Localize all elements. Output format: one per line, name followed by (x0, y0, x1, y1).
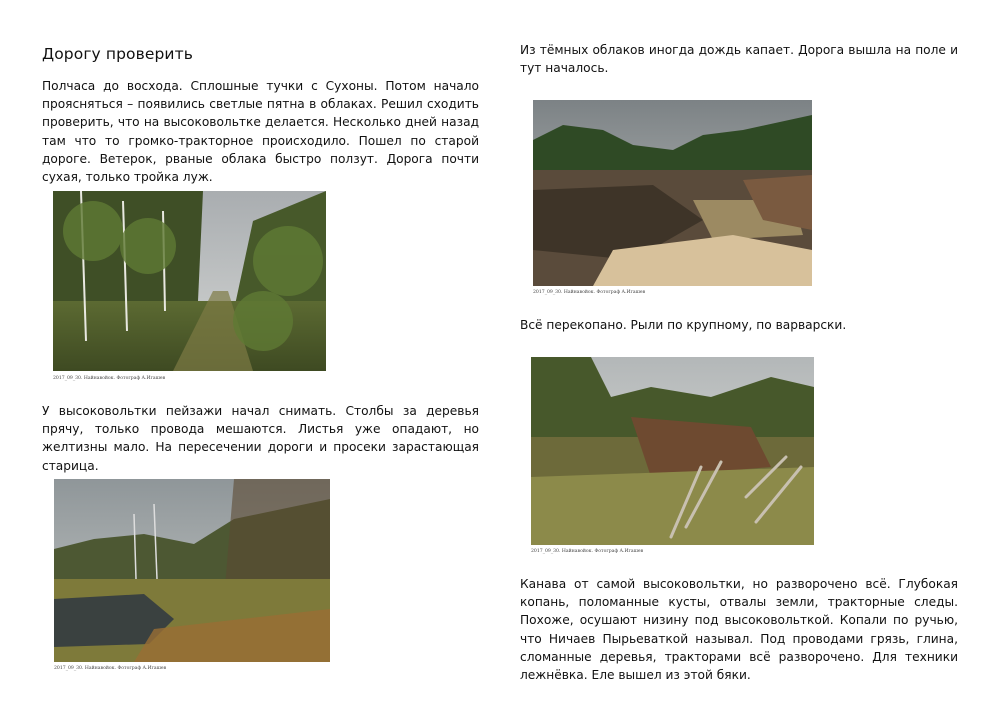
photo-broken-trees-caption: 2017_09_30. Найнавойок. Фотограф А.Игашев (531, 549, 644, 554)
photo-dug-field (533, 100, 812, 286)
page-title: Дорогу проверить (42, 45, 193, 63)
photo-broken-trees (531, 357, 814, 545)
paragraph-dug: Всё перекопано. Рыли по крупному, по варварски. (520, 318, 847, 332)
paragraph-intro: Полчаса до восхода. Сплошные тучки с Сухоны. Потом начало проясняться – появились светлые пятна в облаках. Решил сходить проверить, что на высоковольтке делается. Несколько дней назад там что то громко-тракторное происходило. Пошел по старой дороге. Ветерок, рваные облака быстро ползут. Дорога почти сухая, только тройка луж. (42, 79, 479, 185)
paragraph-powerline: У высоковольтки пейзажи начал снимать. Столбы за деревья прячу, только провода мешаются. Листья уже опадают, но желтизны мало. На пересечении дороги и просеки зарастающая старица. (42, 404, 479, 473)
paragraph-ditch: Канава от самой высоковольтки, но разворочено всё. Глубокая копань, поломанные кусты, отвалы земли, тракторные следы. Похоже, осушают низину под высоковольткой. Копали по ручью, что Ничаев Пырьеваткой называл. Под проводами грязь, глина, сломанные деревья, тракторами всё разворочено. Для техники лежнёвка. Еле вышел из этой бяки. (520, 577, 958, 683)
photo-pond (54, 479, 330, 662)
photo-dug-field-caption: 2017_09_30. Найнавойок. Фотограф А.Игашев (533, 290, 646, 295)
photo-pond-caption: 2017_09_30. Найнавойок. Фотограф А.Игашев (54, 666, 167, 671)
paragraph-field: Из тёмных облаков иногда дождь капает. Дорога вышла на поле и тут началось. (520, 43, 958, 76)
photo-forest-road-caption: 2017_09_30. Найнавойок. Фотограф А.Игашев (53, 376, 166, 381)
photo-forest-road (53, 191, 326, 371)
